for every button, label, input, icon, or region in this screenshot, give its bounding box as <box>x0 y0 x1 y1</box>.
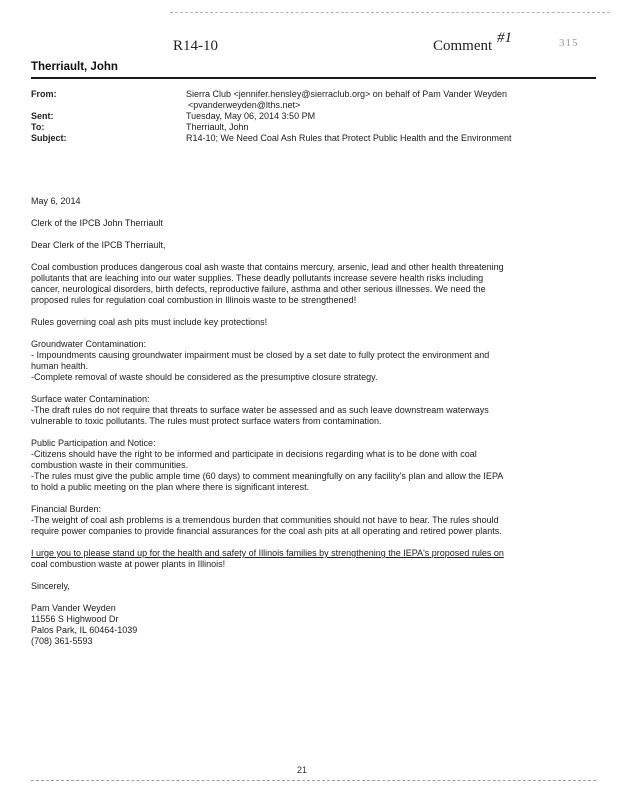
signature-phone: (708) 361-5593 <box>31 636 93 646</box>
surface-water-line: -The draft rules do not require that threats to surface water be assessed and as such leave downstream waterways <box>31 405 489 415</box>
to-value: Therriault, John <box>186 122 249 132</box>
closing-line: I urge you to please stand up for the health and safety of Illinois families by strengthening the IEPA's proposed rules on <box>31 548 504 558</box>
intro-line: cancer, neurological disorders, birth defects, reproductive failure, asthma and other serious illnesses. We need the <box>31 284 486 294</box>
sent-value: Tuesday, May 06, 2014 3:50 PM <box>186 111 316 121</box>
groundwater-heading: Groundwater Contamination: <box>31 339 147 349</box>
docket-number: R14-10 <box>173 38 218 54</box>
public-participation-line: -Citizens should have the right to be informed and participate in decisions regarding what is to be done with coal <box>31 449 477 459</box>
financial-line: -The weight of coal ash problems is a tremendous burden that communities should not have to bear. The rules should <box>31 515 499 525</box>
page-count: 315 <box>559 37 579 49</box>
subject-label: Subject: <box>31 133 67 143</box>
from-row <box>31 89 596 111</box>
public-participation-heading: Public Participation and Notice: <box>31 438 156 448</box>
signature-name: Pam Vander Weyden <box>31 603 116 613</box>
public-participation-line: to hold a public meeting on the plan where there is significant interest. <box>31 482 310 492</box>
from-value-line-1: Sierra Club <jennifer.hensley@sierraclub.org> on behalf of Pam Vander Weyden <box>186 89 507 99</box>
page-number: 21 <box>297 765 308 775</box>
public-participation-line: -The rules must give the public ample time (60 days) to comment meaningfully on any facility's plan and allow the IEPA <box>31 471 504 481</box>
groundwater-line: human health. <box>31 361 89 371</box>
subject-row <box>31 133 596 144</box>
signature-address: 11556 S Highwood Dr <box>31 614 119 624</box>
signature-city: Palos Park, IL 60464-1039 <box>31 625 138 635</box>
signoff: Sincerely, <box>31 581 70 591</box>
financial-heading: Financial Burden: <box>31 504 102 514</box>
letter-recipient: Clerk of the IPCB John Therriault <box>31 218 163 228</box>
groundwater-line: -Complete removal of waste should be considered as the presumptive closure strategy. <box>31 372 378 382</box>
from-label: From: <box>31 89 57 99</box>
protections-paragraph: Rules governing coal ash pits must include key protections! <box>31 317 268 327</box>
letter-salutation: Dear Clerk of the IPCB Therriault, <box>31 240 166 250</box>
email-metadata <box>31 89 596 144</box>
header-rule <box>31 77 596 79</box>
bottom-divider <box>31 780 596 781</box>
signature-block <box>31 603 591 647</box>
intro-line: proposed rules for regulation coal combustion in Illinois waste to be strengthened! <box>31 295 357 305</box>
to-row <box>31 122 596 133</box>
public-participation-section <box>31 438 591 493</box>
comment-number: #1 <box>497 30 512 46</box>
letter-date: May 6, 2014 <box>31 196 81 206</box>
intro-line: pollutants that are leaching into our water supplies. These deadly pollutants increase severe health risks including <box>31 273 484 283</box>
intro-line: Coal combustion produces dangerous coal ash waste that contains mercury, arsenic, lead and other health threatening <box>31 262 504 272</box>
top-divider <box>170 12 610 13</box>
sent-label: Sent: <box>31 111 54 121</box>
groundwater-section <box>31 339 591 383</box>
to-label: To: <box>31 122 45 132</box>
surface-water-heading: Surface water Contamination: <box>31 394 150 404</box>
comment-label: Comment <box>433 38 493 54</box>
public-participation-line: combustion waste in their communities. <box>31 460 189 470</box>
intro-paragraph <box>31 262 591 306</box>
sent-row <box>31 111 596 122</box>
financial-section <box>31 504 591 537</box>
surface-water-section <box>31 394 591 427</box>
from-value <box>186 89 596 111</box>
from-value-line-2: <pvanderweyden@lths.net> <box>188 100 301 110</box>
letter-body <box>31 196 591 658</box>
financial-line: require power companies to provide financial assurances for the coal ash pits at all operating and retired power plants. <box>31 526 502 536</box>
surface-water-line: vulnerable to toxic pollutants. The rules must protect surface waters from contamination. <box>31 416 382 426</box>
closing-line: coal combustion waste at power plants in Illinois! <box>31 559 226 569</box>
sender-name: Therriault, John <box>31 61 118 73</box>
groundwater-line: - Impoundments causing groundwater impairment must be closed by a set date to fully protect the environment and <box>31 350 490 360</box>
closing-paragraph <box>31 548 591 570</box>
subject-value: R14-10; We Need Coal Ash Rules that Protect Public Health and the Environment <box>186 133 512 143</box>
